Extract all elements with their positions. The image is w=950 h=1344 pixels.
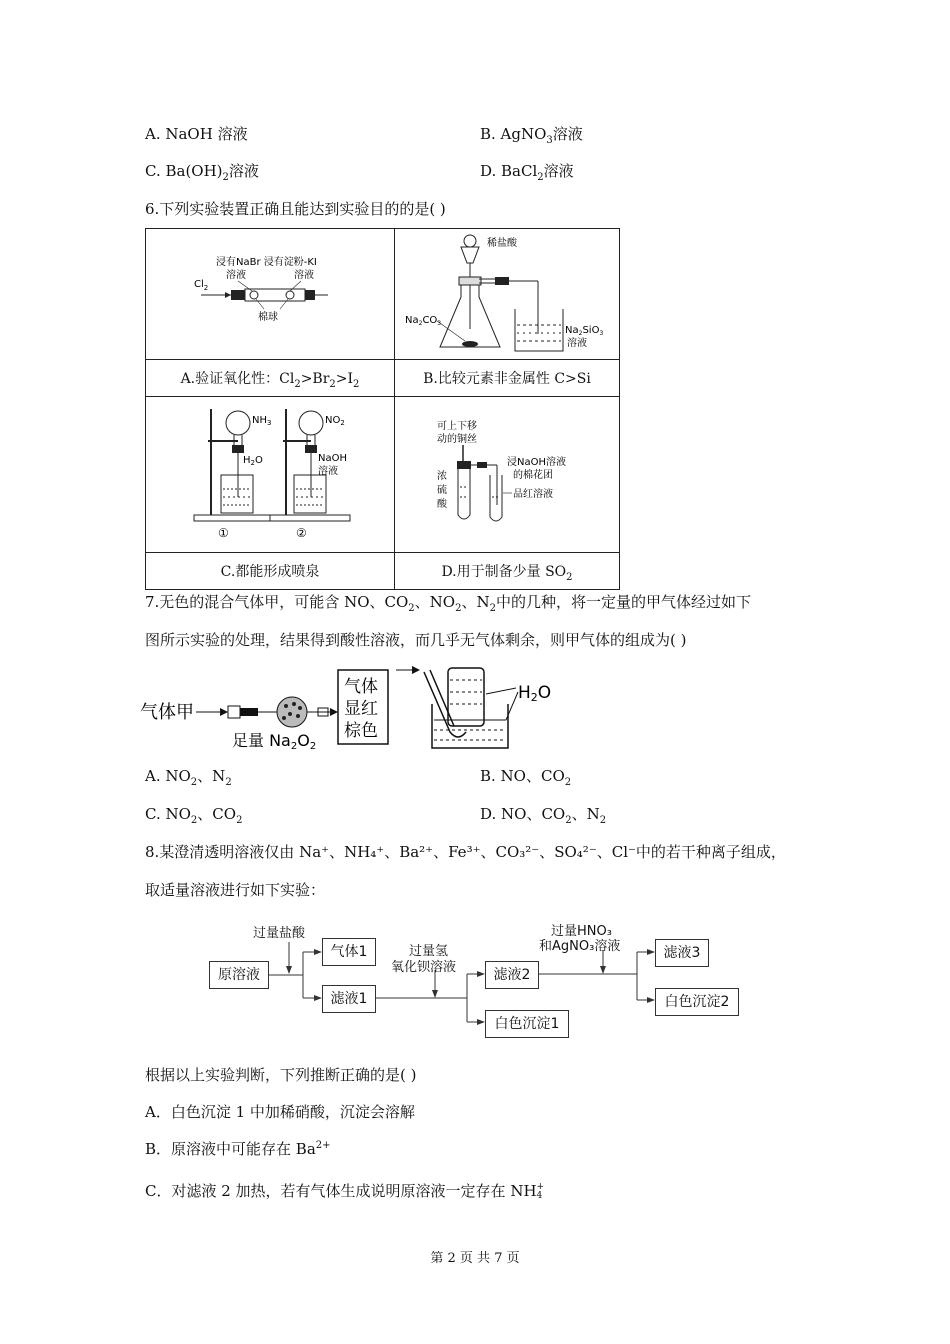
q5-option-b: B. AgNO$_3$溶液 [480, 125, 583, 146]
q6-caption-b: B.比较元素非金属性 C>Si [395, 360, 620, 397]
fig-c-naoh-label: NaOH [318, 453, 347, 464]
q6-caption-a: A.验证氧化性：$Cl_2>Br_2>I_2$ [146, 360, 395, 397]
fig-d-cotton-label1: 浸NaOH溶液 [507, 457, 566, 468]
q5-option-a: A. NaOH 溶液 [145, 125, 248, 143]
q7-box-line2: 显红 [344, 699, 378, 719]
flow-hno3-label: 过量HNO₃ [551, 924, 612, 939]
q7-water-label: H2O [518, 683, 552, 704]
fig-d-wire-label1: 可上下移 [437, 421, 477, 432]
q7-option-c: C. $NO_2$、$CO_2$ [145, 805, 243, 826]
q8-prompt: 根据以上实验判断，下列推断正确的是( ) [145, 1066, 417, 1084]
fig-a-label3: 溶液 [294, 270, 314, 281]
q6-figure-d [395, 397, 620, 553]
q8-option-c: C．对滤液 2 加热，若有气体生成说明原溶液一定存在 NH + 4 [145, 1182, 545, 1201]
fig-b-solution-label: 溶液 [567, 338, 587, 349]
flow-white-ppt-2: 白色沉淀2 [655, 988, 739, 1016]
fig-c-number-2: ② [296, 526, 307, 540]
q5-option-c: C. $Ba(OH)_2$溶液 [145, 162, 259, 183]
fig-a-cotton-label: 棉球 [258, 312, 278, 323]
fig-d-cotton-label2: 的棉花团 [513, 470, 553, 481]
fig-c-water-label: $H_2O$ [243, 455, 263, 467]
fig-d-acid-label1: 浓 [437, 471, 447, 482]
q5-option-d: D. BaCl$_2$溶液 [480, 162, 574, 183]
fig-d-acid-label3: 酸 [437, 499, 447, 510]
q6-figure-b [395, 229, 620, 360]
q7-gas-process-diagram [140, 660, 580, 760]
fig-c-solution-label: 溶液 [318, 466, 338, 477]
fig-c-no2-label: $NO_2$ [325, 415, 345, 427]
q8-option-a: A．白色沉淀 1 中加稀硝酸，沉淀会溶解 [145, 1103, 415, 1121]
fig-c-number-1: ① [218, 526, 229, 540]
q7-stem-line1: 7.无色的混合气体甲，可能含 NO、$CO_2$、$NO_2$、$N_2$中的几种，将一定量的甲气体经过如下 [145, 593, 751, 614]
fig-d-acid-label2: 硫 [437, 485, 447, 496]
fig-a-label2: 溶液 [226, 270, 246, 281]
q7-option-d: D. NO、$CO_2$、$N_2$ [480, 805, 607, 826]
q7-box-line3: 棕色 [344, 721, 378, 741]
q7-option-a: A. $NO_2$、$N_2$ [145, 767, 232, 788]
flow-filtrate-3: 滤液3 [655, 939, 709, 967]
flow-filtrate-1: 滤液1 [322, 985, 376, 1013]
q8-option-b: B．原溶液中可能存在 $Ba^{2+}$ [145, 1140, 331, 1158]
q8-flowchart [205, 918, 745, 1043]
flow-filtrate-2: 滤液2 [485, 961, 539, 989]
flow-baoh-label2: 氧化钡溶液 [391, 960, 457, 975]
halogen-tube-diagram [146, 229, 394, 355]
q8-stem-line1: 8.某澄清透明溶液仅由 Na⁺、NH₄⁺、Ba²⁺、Fe³⁺、CO₃²⁻、SO₄²⁻、Cl⁻中的若干种离子组成， [145, 843, 786, 861]
fountain-setup-2 [270, 409, 350, 540]
fig-d-wire-label2: 动的铜丝 [437, 434, 477, 445]
flow-original-solution: 原溶液 [209, 961, 269, 989]
q6-figure-a [146, 229, 395, 360]
q7-na2o2-label: 足量 Na2O2 [232, 731, 317, 752]
fountain-setup-1 [194, 409, 274, 540]
q7-gas-label: 气体甲 [140, 702, 194, 723]
q7-stem-line2: 图所示实验的处理，结果得到酸性溶液，而几乎无气体剩余，则甲气体的组成为( ) [145, 631, 687, 649]
flow-agno3-label: 和AgNO₃溶液 [539, 939, 621, 954]
fig-b-na2co3-label: $Na_2CO_3$ [405, 315, 442, 327]
flow-white-ppt-1: 白色沉淀1 [485, 1010, 569, 1038]
q6-stem: 6.下列实验装置正确且能达到实验目的的是( ) [145, 200, 446, 218]
page-footer: 第 2 页 共 7 页 [430, 1251, 520, 1266]
fig-a-label1: 浸有NaBr 浸有淀粉-KI [216, 257, 317, 268]
fountain-diagram [146, 397, 394, 548]
flow-hcl-label: 过量盐酸 [253, 926, 306, 941]
q7-box-line1: 气体 [344, 677, 378, 697]
q6-caption-c: C.都能形成喷泉 [146, 553, 395, 590]
q7-option-b: B. NO、$CO_2$ [480, 767, 572, 788]
q6-caption-d: D.用于制备少量 $SO_2$ [395, 553, 620, 590]
fig-a-cl2: $Cl_2$ [194, 279, 209, 292]
q8-stem-line2: 取适量溶液进行如下实验： [145, 881, 326, 899]
so2-preparation-diagram [395, 397, 619, 548]
fig-d-red-label: 品红溶液 [513, 489, 553, 500]
carbonate-silicate-diagram [395, 229, 619, 355]
fig-b-na2sio3-label: $Na_2SiO_3$ [565, 325, 604, 337]
q6-figure-c [146, 397, 395, 553]
q6-apparatus-table [145, 228, 620, 590]
fig-b-acid-label: 稀盐酸 [487, 238, 517, 249]
fig-c-nh3-label: $NH_3$ [252, 415, 272, 427]
flow-baoh-label1: 过量氢 [409, 944, 449, 959]
flow-gas-1: 气体1 [322, 938, 376, 966]
